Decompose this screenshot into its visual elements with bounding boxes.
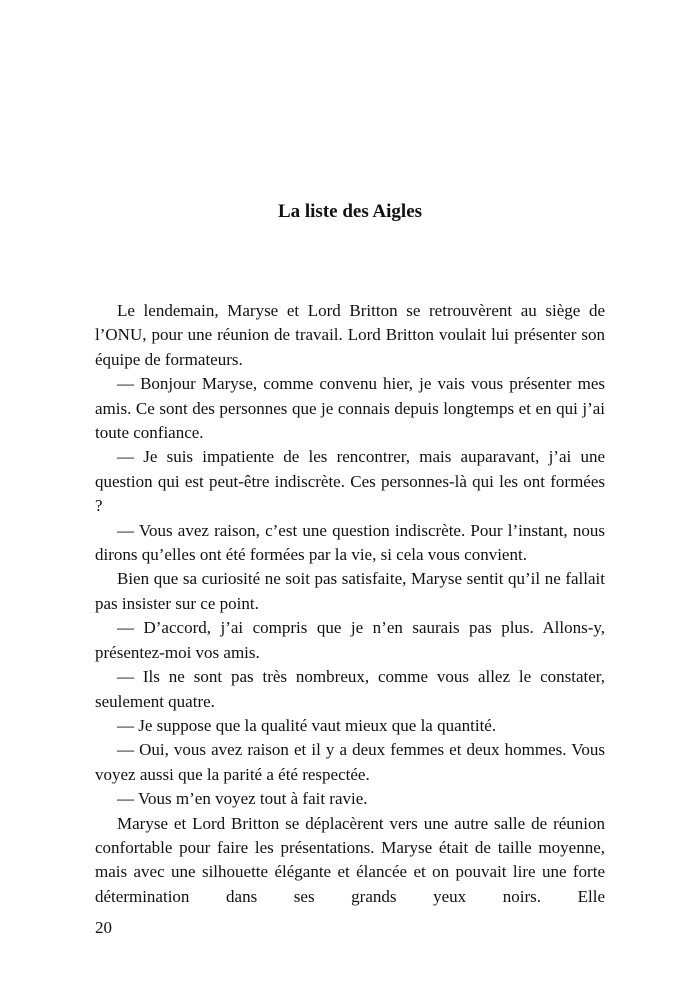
paragraph: — Bonjour Maryse, comme convenu hier, je vais vous présenter mes amis. Ce sont des personnes que je connais depuis longtemps et en qui j’ai toute confiance. (95, 374, 605, 443)
paragraph: Maryse et Lord Britton se déplacèrent vers une autre salle de réunion confortable pour faire les présentations. Maryse était de taille moyenne, mais avec une silhouette élégante et élancée et on pouvait lire une forte détermination dans ses grands yeux noirs. Elle (95, 813, 605, 906)
page-number: 20 (95, 918, 112, 937)
paragraph: Le lendemain, Maryse et Lord Britton se retrouvèrent au siège de l’ONU, pour une réunion de travail. Lord Britton voulait lui présenter son équipe de formateurs. (95, 301, 605, 369)
paragraph: Bien que sa curiosité ne soit pas satisfaite, Maryse sentit qu’il ne fallait pas insister sur ce point. (95, 569, 605, 613)
paragraph: — Vous avez raison, c’est une question indiscrète. Pour l’instant, nous dirons qu’elles ont été formées par la vie, si cela vous convient. (95, 520, 605, 565)
body-text (95, 299, 605, 909)
paragraph: — Oui, vous avez raison et il y a deux femmes et deux hommes. Vous voyez aussi que la parité a été respectée. (95, 740, 605, 784)
paragraph: — Ils ne sont pas très nombreux, comme vous allez le constater, seulement quatre. (95, 667, 605, 711)
paragraph: — D’accord, j’ai compris que je n’en saurais pas plus. Allons-y, présentez-moi vos amis. (95, 618, 605, 662)
paragraph: — Vous m’en voyez tout à fait ravie. (117, 789, 368, 809)
paragraph: — Je suis impatiente de les rencontrer, mais auparavant, j’ai une question qui est peut-être indiscrète. Ces personnes-là qui les ont formées ? (95, 447, 605, 516)
paragraph: — Je suppose que la qualité vaut mieux que la quantité. (117, 715, 497, 735)
chapter-title: La liste des Aigles (277, 201, 423, 222)
